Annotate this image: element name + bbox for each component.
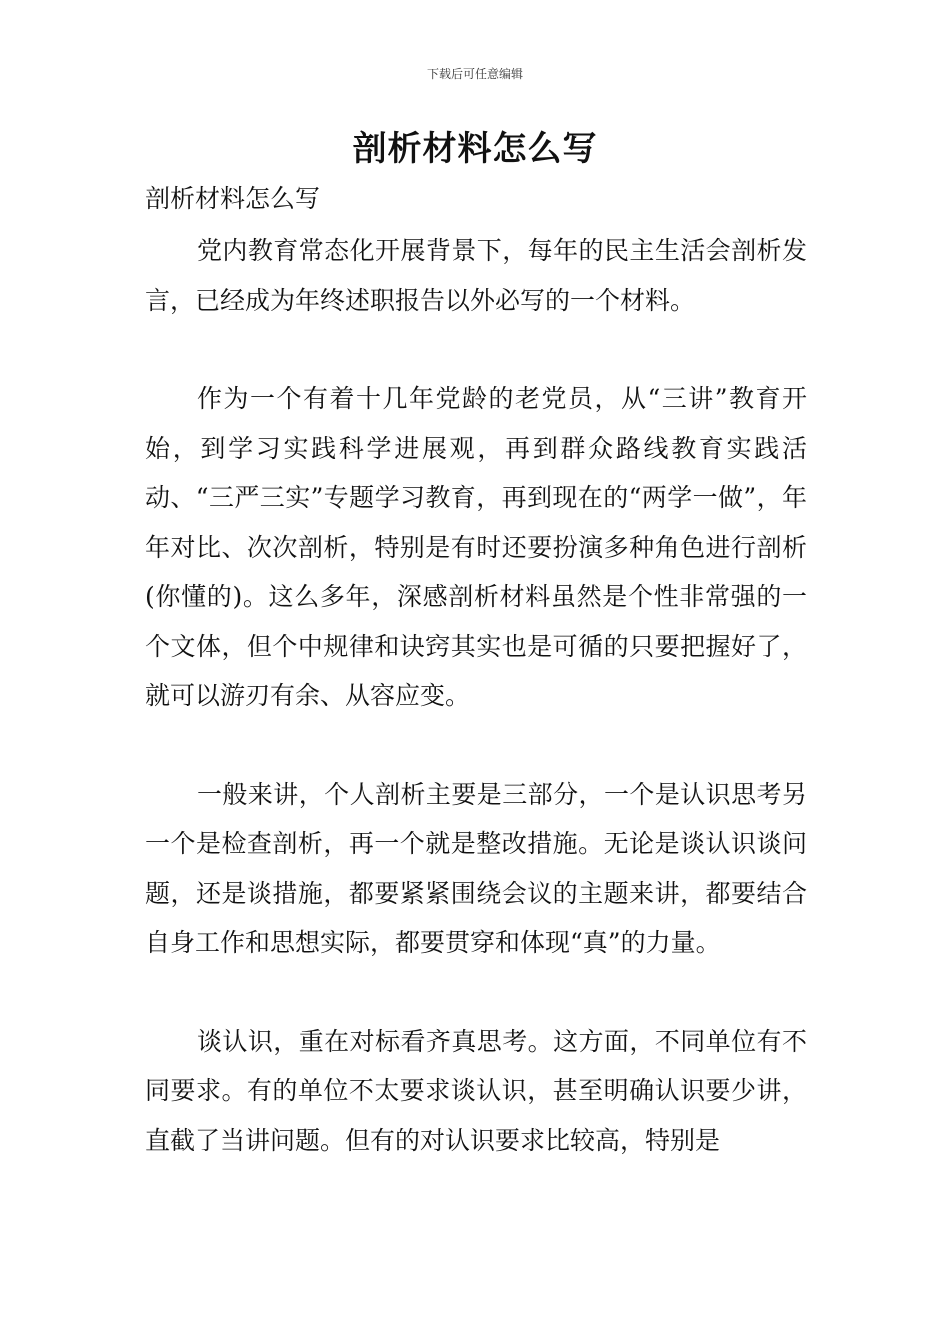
paragraph-spacer (145, 968, 807, 1017)
paragraph-2: 作为一个有着十几年党龄的老党员，从“三讲”教育开始，到学习实践科学进展观，再到群众路线教育实践活动、“三严三实”专题学习教育，再到现在的“两学一做”，年年对比、次次剖析，特别是有时还要扮演多种角色进行剖析(你懂的)。这么多年，深感剖析材料虽然是个性非常强的一个文体，但个中规律和诀窍其实也是可循的只要把握好了，就可以游刃有余、从容应变。 (145, 384, 807, 710)
document-body (145, 178, 807, 1165)
paragraph-1: 党内教育常态化开展背景下，每年的民主生活会剖析发言，已经成为年终述职报告以外必写的一个材料。 (145, 236, 807, 315)
paragraph-4: 谈认识，重在对标看齐真思考。这方面，不同单位有不同要求。有的单位不太要求谈认识，甚至明确认识要少讲，直截了当讲问题。但有的对认识要求比较高，特别是 (145, 1026, 807, 1155)
document-title: 剖析材料怎么写 (352, 129, 598, 169)
header-note: 下载后可任意编辑 (426, 67, 523, 81)
document-subtitle: 剖析材料怎么写 (145, 184, 321, 213)
paragraph-3: 一般来讲，个人剖析主要是三部分，一个是认识思考另一个是检查剖析，再一个就是整改措施。无论是谈认识谈问题，还是谈措施，都要紧紧围绕会议的主题来讲，都要结合自身工作和思想实际，都要贯穿和体现“真”的力量。 (145, 779, 807, 957)
paragraph-spacer (145, 325, 807, 374)
paragraph-spacer (145, 721, 807, 770)
